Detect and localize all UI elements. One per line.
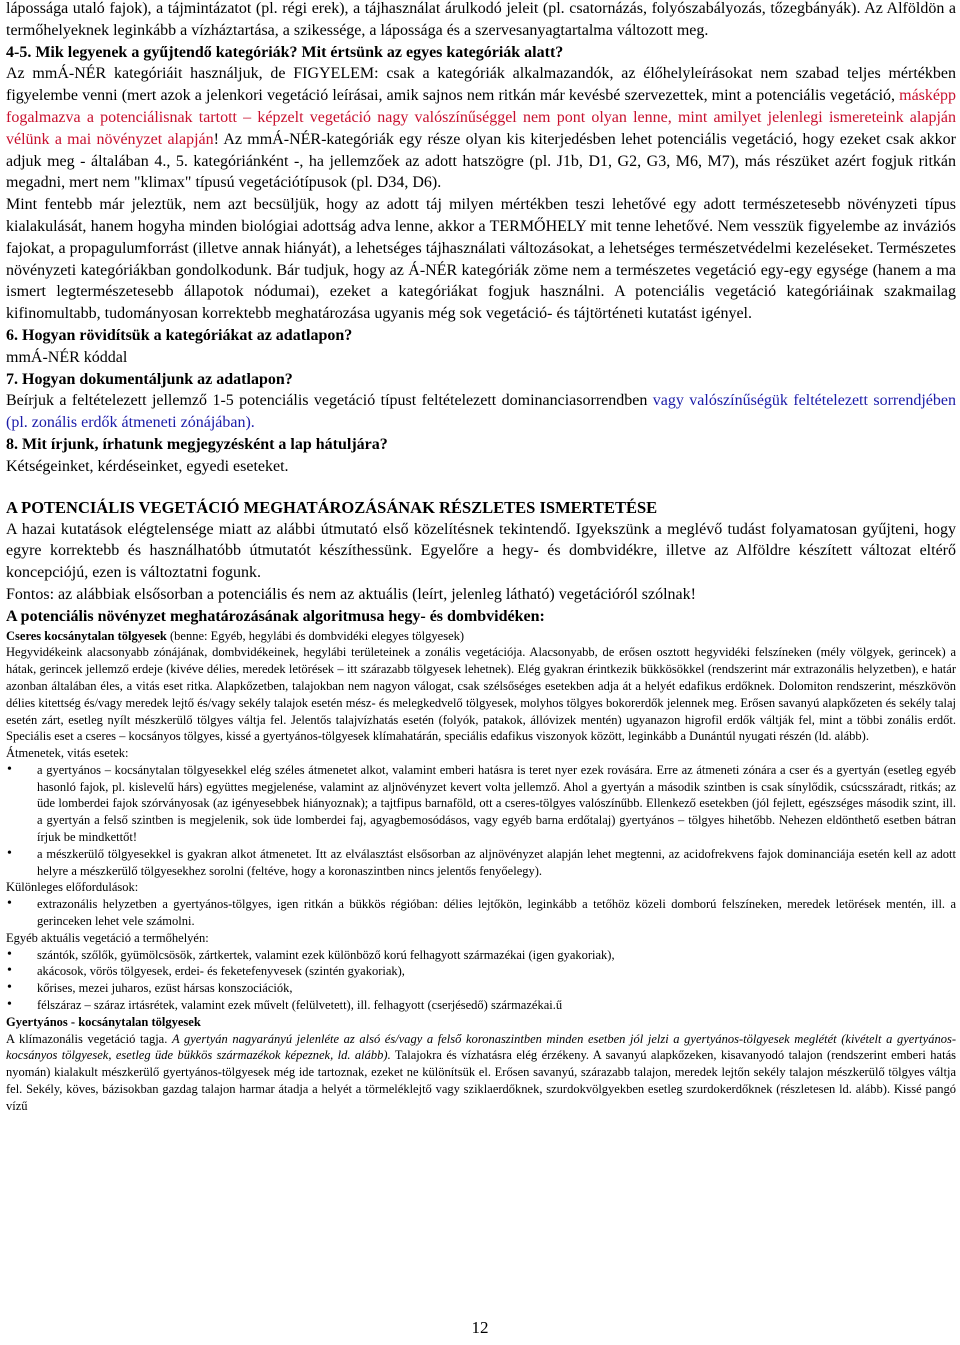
transitions-list — [6, 762, 956, 880]
transitions-label: Átmenetek, vitás esetek: — [6, 746, 129, 761]
section-paragraph-2: Fontos: az alábbiak elsősorban a potenciális és nem az aktuális (leírt, jelenleg látható) vegetációról szólnak! — [6, 585, 696, 603]
cseres-title-note: (benne: Egyéb, hegylábi és dombvidéki elegyes tölgyesek) — [166, 628, 465, 643]
intro-paragraph — [6, 0, 956, 42]
algorithm-heading: A potenciális növényzet meghatározásának algoritmusa hegy- és dombvidéken: — [6, 607, 545, 625]
page-number: 12 — [471, 1318, 489, 1337]
q7-answer — [6, 390, 956, 434]
q45-p1-text: Az mmÁ-NÉR kategóriáit használjuk, de FIGYELEM: csak a kategóriák alkalmazandók, az élőhelyleírásokat nem szabad teljes mértékben figyelembe venni (mert azok a jelenkori vegetáció leírásai, amik sajnos nem ritkán már kevésbé szervezettek, mint a potenciális vegetáció, — [6, 65, 956, 105]
gyertyanos-p1-text: A klímazonális vegetáció tagja. — [6, 1031, 172, 1046]
cseres-p1-text: Hegyvidékeink alacsonyabb zónájának, dombvidékeinek, hegylábi területeinek a zonális vegetációja — [6, 645, 523, 660]
habitats-list — [6, 947, 956, 1014]
cseres-p1-text-cont: . Alacsonyabb, de erősen osztott hegyvidéki felszíneken (mély völgyek, gerincek) a hátak, gerincek jellemző erdeje (kivéve délies, meredek letörések – itt szárazabb tölgyesek lehetnek). Elég gyakran érintkezik bükkösökkel (rendszerint már extrazonális helyzetben), e határ azonban általában éles, a vitás eset ritka. Alapkőzetben, talajokban nem nagyon válogat, csak szélsőséges esetekben adja át a helyét edafikus erdőknek. Dolomiton rendszerint, mészkövön délies kitettség és/vagy meredek lejtő és/vagy sekély talajok esetén mész- és melegkedvelő tölgyesek, molyhos tölgyes bokorerdők jelennek meg. Erősen savanyú alapkőzeten és sekély talaj esetén zárt, esetleg nyílt mészkerülő tölgyes váltja fel. Jelentős talajvízhatás esetén (folyók, patakok, állóvizek mentén) ugyanazon higrofil erdők váltják fel, mint a többi zonális erdőt. Speciális eset a cseres – kocsányos tölgyes, kissé a gyertyános-tölgyesek klímahatárán, speciális edafikus viszonyok között, leginkább a Dunántúl nyugati részén (ld. alább). — [6, 645, 956, 744]
document-page — [6, 0, 956, 1115]
cseres-paragraph — [6, 644, 956, 745]
q8-answer: Kétségeinket, kérdéseinket, egyedi eseteket. — [6, 457, 289, 475]
gyertyanos-p1-italic: A gyertyán nagyarányú jelenléte az alsó és/vagy a felső koronaszintben minden esetben jól jelzi a gyertyános-tölgyesek meglétét (kivételt a gyertyános-kocsányos tölgyesek, esetleg üde bükkös származékok képeznek, ld. alább). — [6, 1031, 956, 1063]
q45-p1-red-text: másképp fogalmazva a potenciálisnak tartott – képzelt vegetáció nagy valószínűséggel nem pont olyan lenne, mint amilyet jelenlegi ismereteink alapján vélünk a mai növényzet alapján — [6, 87, 956, 148]
q7-answer-text: Beírjuk a feltételezett jellemző 1-5 potenciális vegetáció típust feltételezett dominanciasorrendben — [6, 392, 653, 410]
q7-answer-blue-text: vagy valószínűségük feltételezett sorrendjében (pl. zonális erdők átmeneti zónájában). — [6, 392, 956, 432]
list-item: • kőrises, mezei juharos, ezüst hársas konszociációk, — [6, 980, 956, 997]
list-item: • extrazonális helyzetben a gyertyános-tölgyes, igen ritkán a bükkös régióban: délies lejtőkön, leginkább a tetőhöz közeli domború felszíneken, meredek letörések mentén, ill. a gerinceken lehet vele számolni. — [6, 896, 956, 930]
gyertyanos-title: Gyertyános - kocsánytalan tölgyesek — [6, 1014, 201, 1029]
intro-text: lápossága utaló fajok), a tájmintázatot (pl. régi erek), a tájhasználat árulkodó jeleit (pl. csatornázás, folyószabályozás, tőzegbányák). Az Alföldön a termőhelyeknek leginkább a vízháztartása, a szikessége, a lápossága és a szervesanyagtartalma változott meg. — [6, 0, 956, 39]
cseres-title: Cseres kocsánytalan tölgyesek — [6, 628, 167, 643]
q7-heading: 7. Hogyan dokumentáljunk az adatlapon? — [6, 370, 293, 388]
cseres-title-line — [6, 628, 956, 645]
special-label: Különleges előfordulások: — [6, 880, 139, 895]
q45-paragraph-2: Mint fentebb már jeleztük, nem azt becsüljük, hogy az adott táj milyen mértékben teszi lehetővé egy adott természetesebb növényzeti típus kialakulását, hanem hogyha minden biológiai adottság adva lenne, akkor a TERMŐHELY mit tenne lehetővé. Nem vesszük figyelembe az inváziós fajokat, a propagulumforrást (illetve annak hiányát), a lehetséges tájhasználati változásokat, a lehetséges természetvédelmi kezeléseket. Természetes növényzeti kategóriákban gondolkodunk. Bár tudjuk, hogy az Á-NÉR kategóriák zöme nem a természetes vegetáció egy-egy egysége (hanem a ma ismert legtermészetesebb állapotok nódumai), ezeket a kategóriákat fogjuk használni. A potenciális vegetáció kategóriáinak szakmailag kifinomultabb, tudományosan korrektebb meghatározása ugyanis még sok vegetáció- és tájtörténeti kutatást igényel. — [6, 196, 956, 323]
q6-heading: 6. Hogyan rövidítsük a kategóriákat az adatlapon? — [6, 326, 353, 344]
q45-p1-text-cont: ! Az mmÁ-NÉR-kategóriák egy része olyan kis kiterjedésben lehet potenciális vegetáció, hogy ezeket csak akkor adjuk meg - általában 4., 5. kategóriánként -, ha jellemzőek az adott hatszögre (pl. J1b, D1, G2, G3, M6, M7), más részüket azért fogjuk ritkán megadni, mert nem "klimax" típusú vegetációtípusok (pl. D34, D6). — [6, 130, 956, 192]
section-title: A POTENCIÁLIS VEGETÁCIÓ MEGHATÁROZÁSÁNAK RÉSZLETES ISMERTETÉSE — [6, 497, 658, 517]
habitats-label: Egyéb aktuális vegetáció a termőhelyén: — [6, 930, 209, 945]
q45-heading: 4-5. Mik legyenek a gyűjtendő kategóriák? Mit értsünk az egyes kategóriák alatt? — [6, 43, 564, 61]
special-list — [6, 896, 956, 930]
list-item: • a mészkerülő tölgyesekkel is gyakran alkot átmenetet. Itt az elválasztást elsősorban az aljnövényzet alapján lehet megtenni, az acidofrekvens fajok dominanciája esetén kell az adott helyre a mészkerülő tölgyesekhez sorolni (feltéve, hogy a koronaszintben nincs jelentős fenyőelegy). — [6, 846, 956, 880]
list-item: • félszáraz – száraz irtásrétek, valamint ezek művelt (felülvetett), ill. felhagyott (cserjésedő) származékai.ű — [6, 997, 956, 1014]
q8-heading: 8. Mit írjunk, írhatunk megjegyzésként a lap hátuljára? — [6, 435, 388, 453]
section-gap — [6, 478, 956, 497]
list-item: • akácosok, vörös tölgyesek, erdei- és feketefenyvesek (szintén gyakoriak), — [6, 963, 956, 980]
gyertyanos-p1-text-cont: Talajokra és vízhatásra elég érzékeny. A savanyú alapkőzeken, kisavanyodó talajon (rendszerint emberi hatás nyomán) kialakult mészkerülő gyertyános-tölgyesek még ide tartoznak, ezeket ne különítsük el. Erősen savanyú, szárazabb talajon, meredek lejtőn sekély talajon mészkerülő tölgyes váltja fel. Sekély, köves, bázisokban gazdag talajon harmar átadja a helyét a törmeléklejtő vagy sziklaerdőknek, szurdokvölgyekben esetleg szurdokerdőknek (részletesen ld. alább). Kissé pangó vízű — [6, 1048, 956, 1113]
q45-paragraph-1 — [6, 63, 956, 194]
list-item: • a gyertyános – kocsánytalan tölgyesekkel elég széles átmenetet alkot, valamint emberi hatásra is teret nyer ezek rovására. Erre az átmeneti zónára a cser és a gyertyán (esetleg egyéb hasonló fajok, pl. kislevelű hárs) együttes megjelenése, valamint az aljnövényzet kevert volta jellemző. Ahol a gyertyán a második szintben is csak sínylődik, csúcsszáradt, ritkás; az üde lomberdei fajok szórványosak (az igényesebbek hiányoznak); a tajtfipus barnaföld, ott a cseres-tölgyes valószínűbb. Ellenkező esetekben (jól fejlett, egészséges második szint, ill. a gyertyán a felső szintben is megjelenik, sok üde lomberdei faj, agyagbemosódásos, vagy egyéb barna erdőtalaj) gyertyános – tölgyes hihetőbb. Nehezen eldönthető esetben bátran írjuk be mindkettőt! — [6, 762, 956, 846]
section-paragraph-1: A hazai kutatások elégtelensége miatt az alábbi útmutató első közelítésnek tekintendő. Igyekszünk a meglévő tudást folyamatosan gyűjteni, hogy egyre korrektebb és használhatóbb útmutatót készíthessünk. Egyelőre a hegy- és dombvidékre, illetve az Alföldre készített változat eltérő koncepciójú, ezen is változtatni fogunk. — [6, 520, 956, 582]
gyertyanos-paragraph — [6, 1031, 956, 1115]
cseres-section — [6, 628, 956, 1115]
list-item: • szántók, szőlők, gyümölcsösök, zártkertek, valamint ezek különböző korú felhagyott származékai (igen gyakoriak), — [6, 947, 956, 964]
q6-answer: mmÁ-NÉR kóddal — [6, 348, 128, 366]
